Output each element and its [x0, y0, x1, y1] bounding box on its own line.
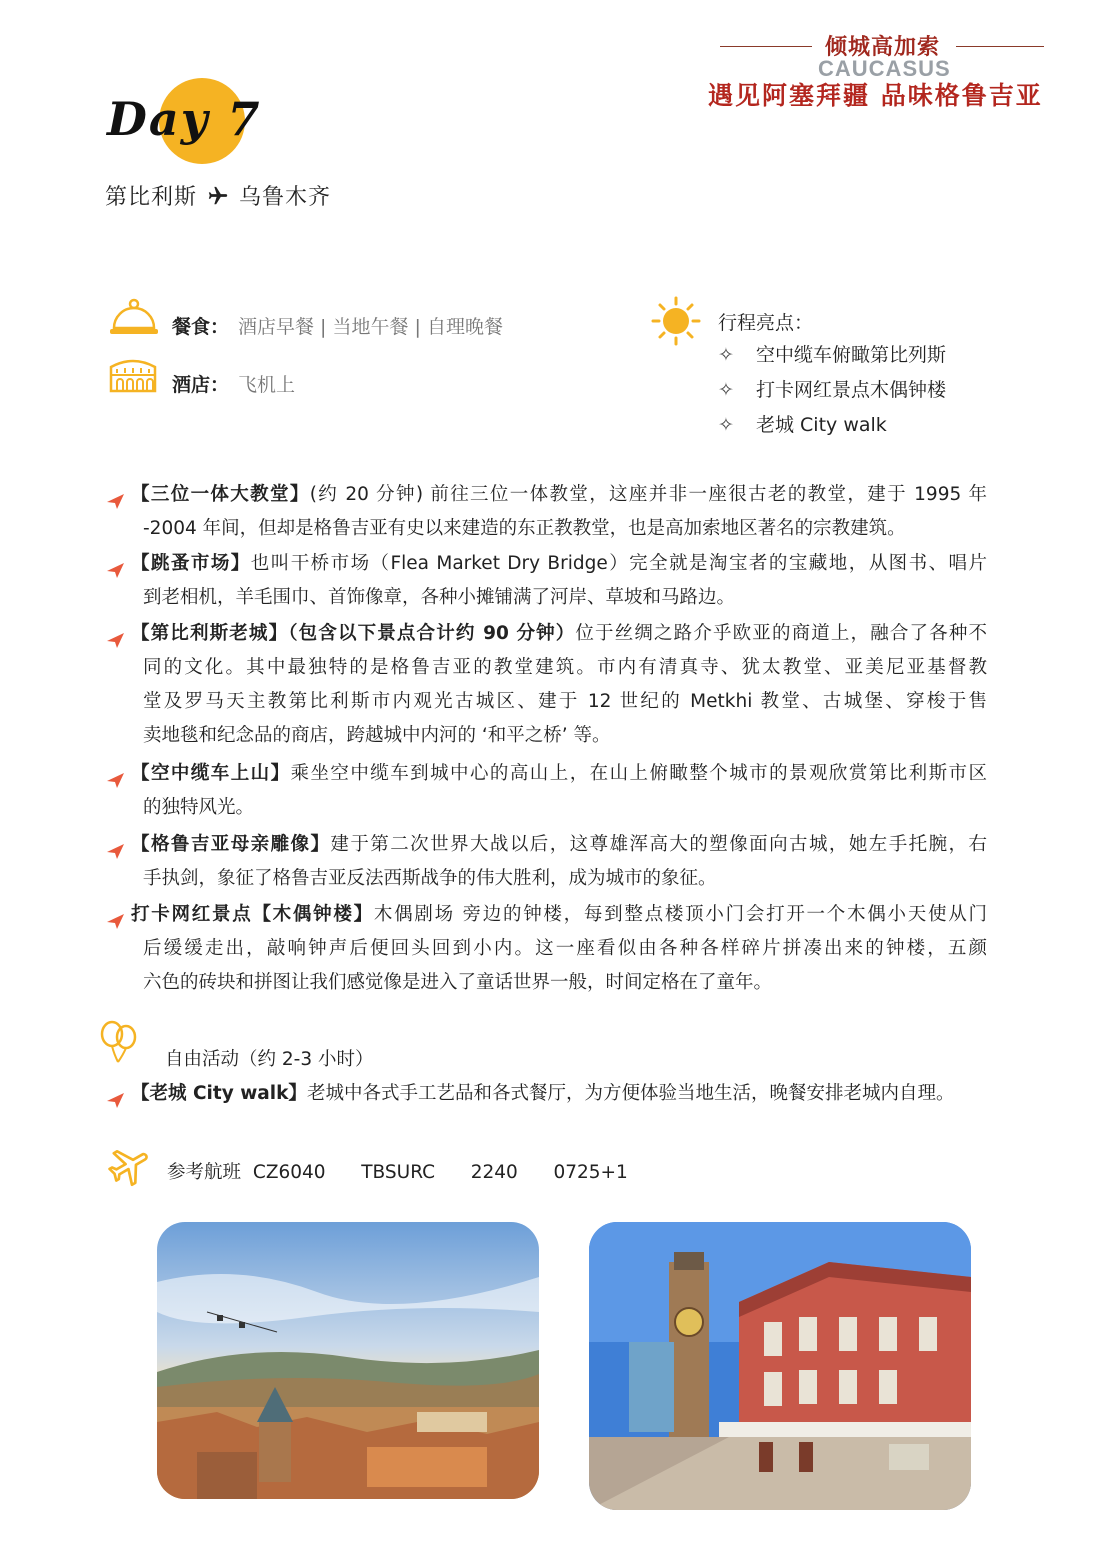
- attraction-text: 后缓缓走出，敲响钟声后便回头回到小内。这一座看似由各种各样碎片拼凑出来的钟楼，五颜: [143, 938, 987, 959]
- free-activity-label: 自由活动（约 2-3 小时）: [165, 1049, 374, 1070]
- attraction-title: 【跳蚤市场】: [131, 553, 251, 574]
- send-icon: [107, 487, 124, 521]
- attraction-title: 【第比利斯老城】（包含以下景点合计约 90 分钟）: [131, 623, 576, 644]
- sparkle-icon: ✧: [718, 379, 734, 401]
- attraction-text: 乘坐空中缆车到城中心的高山上，在山上俯瞰整个城市的景观欣赏第比利斯市区: [290, 763, 987, 784]
- highlight-item: [718, 375, 946, 402]
- highlights-title: 行程亮点：: [718, 312, 814, 334]
- attraction-text: -2004 年间，但却是格鲁吉亚有史以来建造的东正教教堂，也是高加索地区著名的宗教建筑。: [143, 518, 906, 539]
- send-icon: [107, 556, 124, 590]
- route-from: 第比利斯: [105, 185, 198, 210]
- highlight-text: 打卡网红景点木偶钟楼: [756, 379, 947, 401]
- brand-slogan: 遇见阿塞拜疆 品味格鲁吉亚: [708, 81, 1043, 110]
- attraction-text: 建于第二次世界大战以后，这尊雄浑高大的塑像面向古城，她左手托腕，右: [330, 834, 987, 855]
- attraction-text: 六色的砖块和拼图让我们感觉像是进入了童话世界一般，时间定格在了童年。: [143, 972, 773, 993]
- attraction-paragraph: [107, 828, 987, 896]
- highlight-text: 空中缆车俯瞰第比列斯: [756, 344, 947, 366]
- highlight-text: 老城 City walk: [756, 414, 887, 436]
- attraction-paragraph: [107, 1077, 987, 1111]
- attraction-paragraph: [107, 617, 987, 753]
- brand-title: 倾城高加索: [825, 35, 941, 60]
- attraction-title: 【三位一体大教堂】: [131, 484, 310, 505]
- day-title: Day 7: [107, 92, 262, 146]
- flight-depart: 2240: [470, 1162, 518, 1183]
- attraction-text: 卖地毯和纪念品的商店，跨越城中内河的 ‘和平之桥’ 等。: [143, 725, 611, 746]
- attraction-text: 的独特风光。: [143, 797, 255, 818]
- route-to: 乌鲁木齐: [239, 185, 332, 210]
- attraction-text: 木偶剧场 旁边的钟楼，每到整点楼顶小门会打开一个木偶小天使从门: [373, 904, 987, 925]
- highlight-item: [718, 340, 946, 367]
- day-route: [105, 180, 331, 213]
- flight-number: CZ6040: [252, 1162, 326, 1183]
- flight-route: TBSURC: [361, 1162, 436, 1183]
- tbilisi-cityscape-photo: [157, 1222, 539, 1499]
- highlight-item: [718, 410, 887, 437]
- flight-label: 参考航班: [167, 1162, 242, 1183]
- attraction-text: 手执剑，象征了格鲁吉亚反法西斯战争的伟大胜利，成为城市的象征。: [143, 868, 717, 889]
- balloons-icon: [96, 1020, 142, 1068]
- send-icon: [107, 1086, 124, 1120]
- attraction-text: 位于丝绸之路介乎欧亚的商道上，融合了各种不: [575, 623, 987, 644]
- attraction-text: (约 20 分钟) 前往三位一体教堂，这座并非一座很古老的教堂，建于 1995 年: [309, 484, 987, 505]
- puppet-clock-tower-photo: [589, 1222, 971, 1510]
- flight-info: [167, 1158, 628, 1184]
- meal-value: 酒店早餐 | 当地午餐 | 自理晚餐: [238, 316, 503, 338]
- send-icon: [107, 766, 124, 800]
- brand-subtitle: CAUCASUS: [818, 56, 951, 81]
- flight-arrive: 0725+1: [553, 1162, 628, 1183]
- attraction-text: 到老相机，羊毛围巾、首饰像章，各种小摊铺满了河岸、草坡和马路边。: [143, 587, 736, 608]
- brand-divider-right: [956, 46, 1044, 47]
- attraction-text: 老城中各式手工艺品和各式餐厅，为方便体验当地生活，晚餐安排老城内自理。: [306, 1083, 955, 1104]
- plane-icon: [207, 185, 229, 213]
- attraction-text: 同的文化。其中最独特的是格鲁吉亚的教堂建筑。市内有清真寺、犹太教堂、亚美尼亚基督教: [143, 657, 987, 678]
- cloche-icon: [108, 298, 160, 342]
- attraction-text: 堂及罗马天主教第比利斯市内观光古城区、建于 12 世纪的 Metkhi 教堂、古城堡、穿梭于售: [143, 691, 987, 712]
- attraction-title: 【格鲁吉亚母亲雕像】: [131, 834, 331, 855]
- meal-label: 餐食：: [172, 316, 230, 338]
- attraction-title: 【空中缆车上山】: [131, 763, 291, 784]
- airplane-icon: [107, 1143, 153, 1193]
- send-icon: [107, 837, 124, 871]
- sparkle-icon: ✧: [718, 414, 734, 436]
- hotel-value: 飞机上: [238, 374, 296, 396]
- sparkle-icon: ✧: [718, 344, 734, 366]
- hotel-label: 酒店：: [172, 374, 230, 396]
- attraction-paragraph: [107, 757, 987, 825]
- attraction-text: 也叫干桥市场（Flea Market Dry Bridge）完全就是淘宝者的宝藏地，从图书、唱片: [250, 553, 987, 574]
- colosseum-icon: [108, 357, 158, 397]
- attraction-paragraph: [107, 478, 987, 546]
- send-icon: [107, 626, 124, 660]
- brand-divider-left: [720, 46, 812, 47]
- attraction-paragraph: [107, 547, 987, 615]
- attraction-title: 【老城 City walk】: [131, 1083, 307, 1104]
- attraction-title: 打卡网红景点【木偶钟楼】: [131, 904, 374, 925]
- send-icon: [107, 907, 124, 941]
- sun-icon: [650, 295, 702, 351]
- attraction-paragraph: [107, 898, 987, 1000]
